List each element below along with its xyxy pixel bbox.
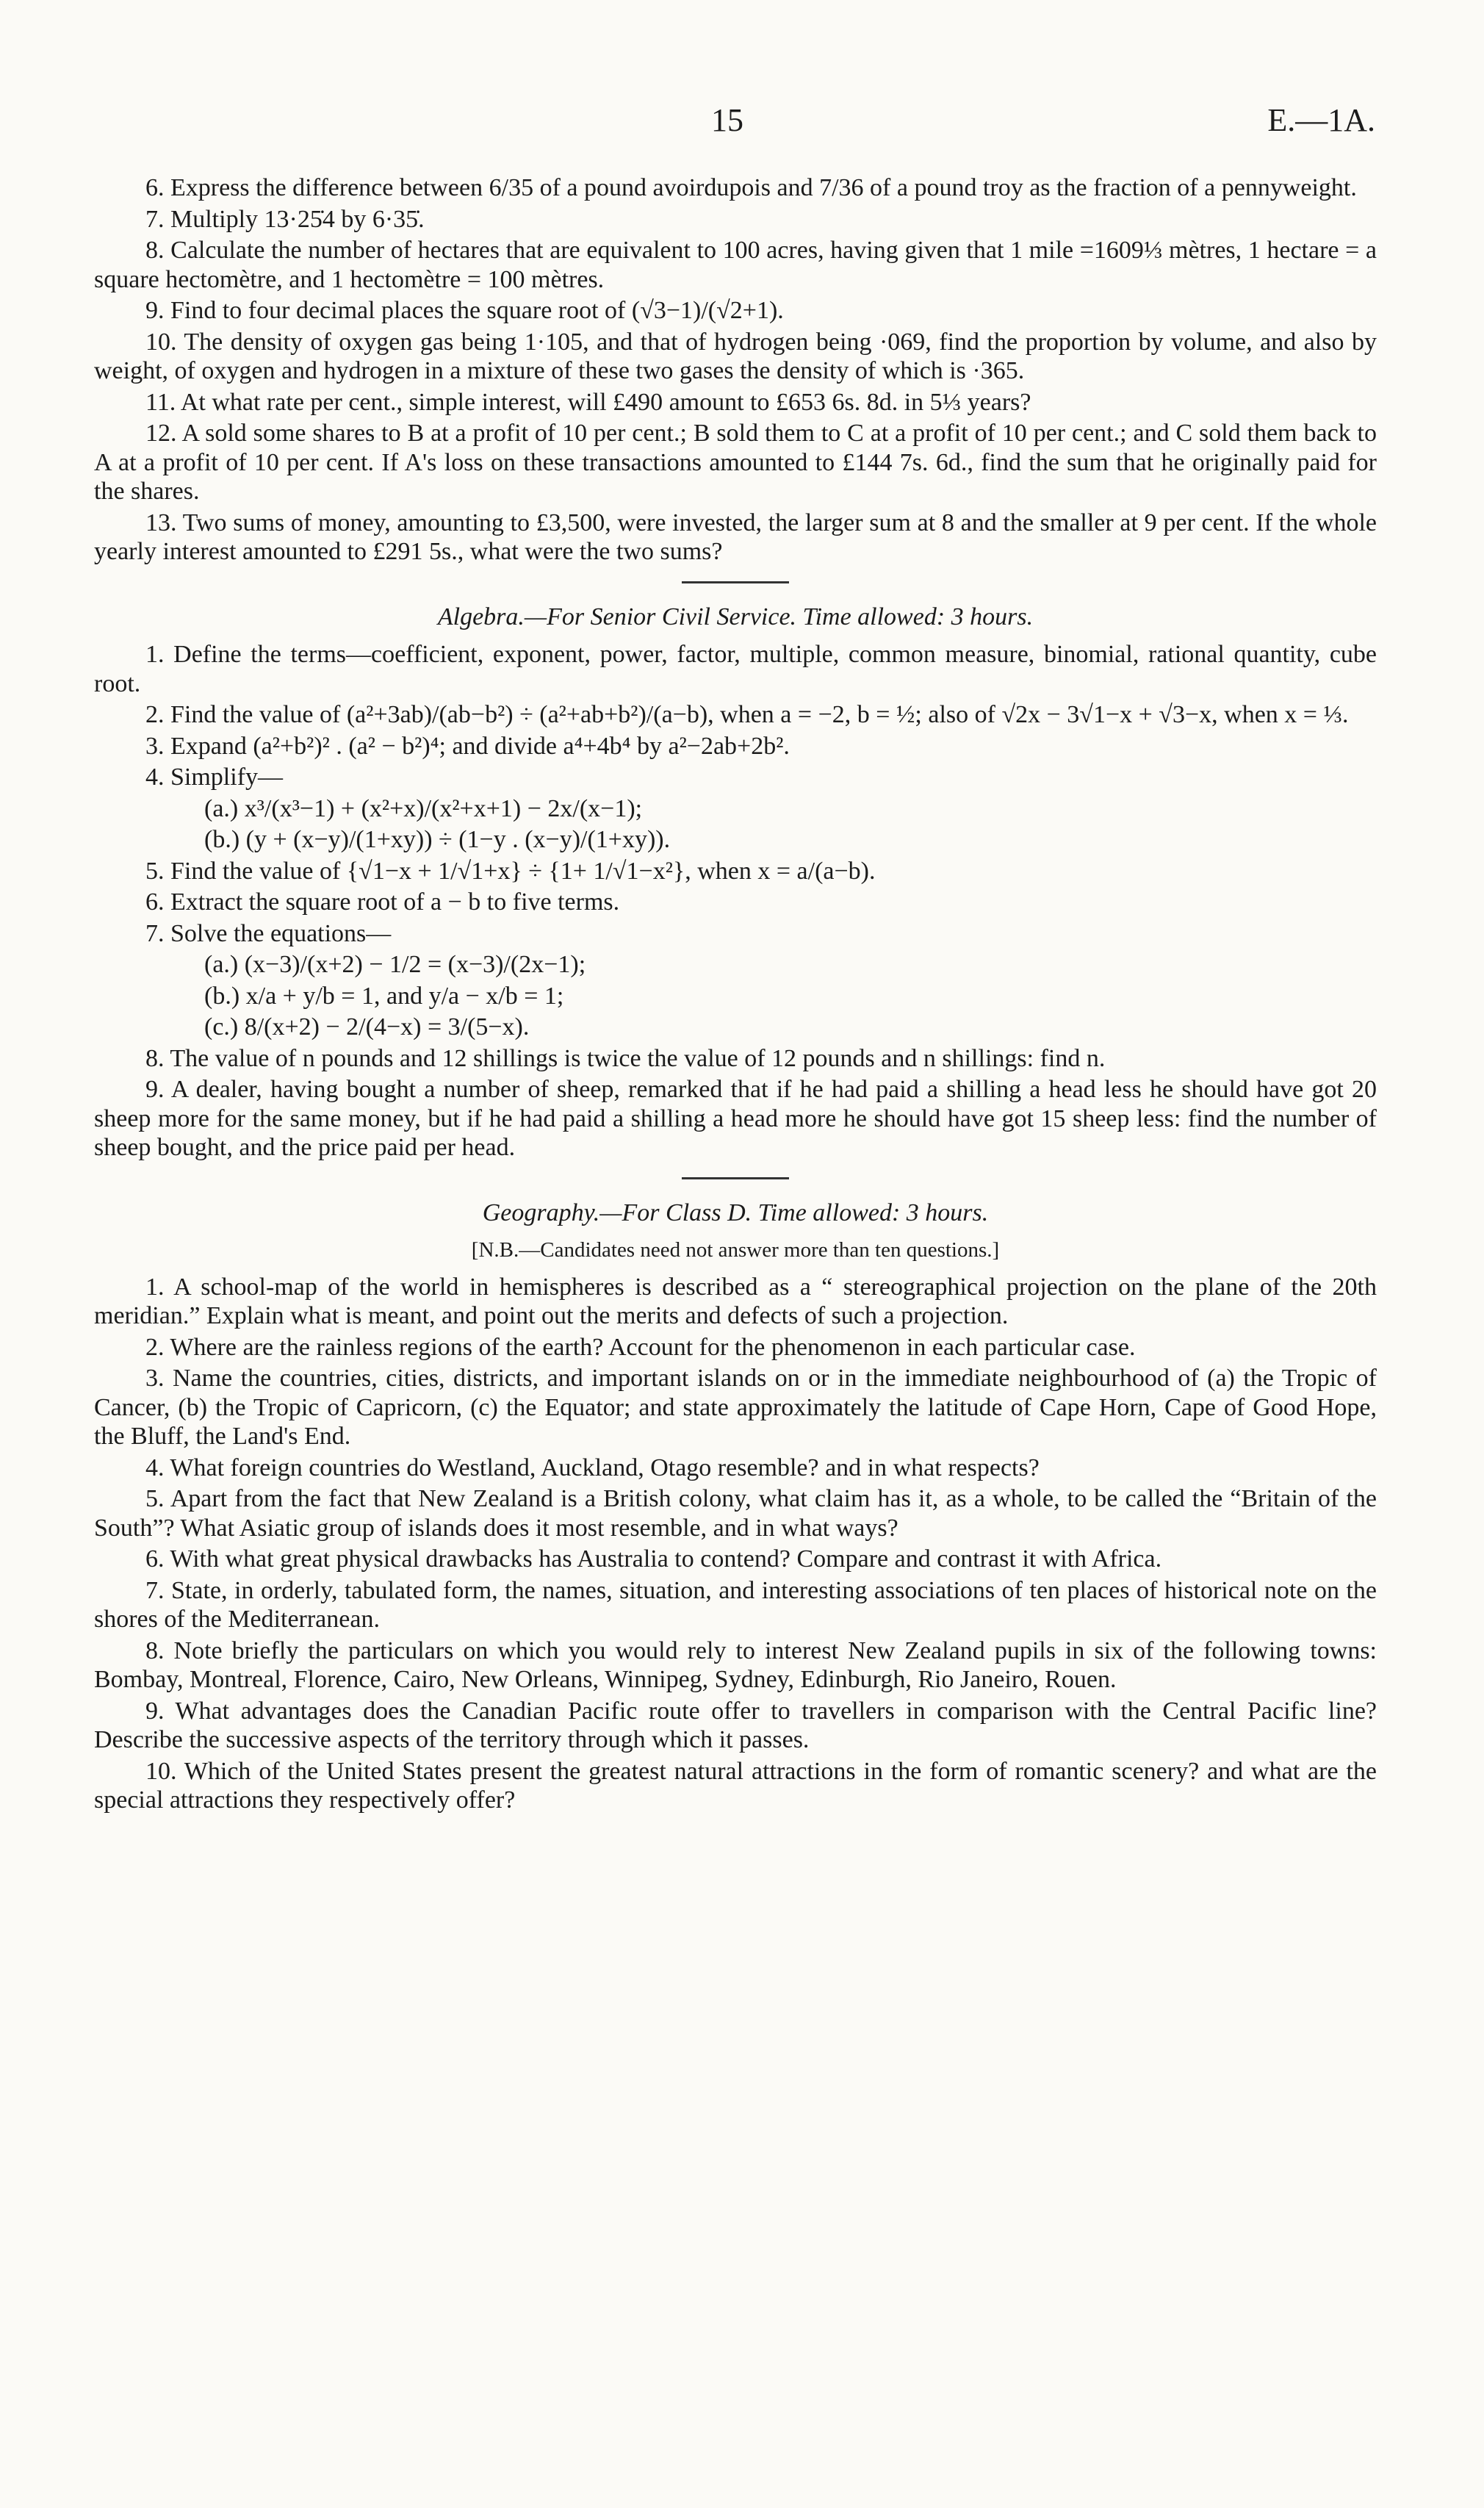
geography-question-1: 1. A school-map of the world in hemispheres is described as a “ stereographical projection on the plane of the 20th meridian.” Explain what is meant, and point out the merits and defects of such a projection. [94,1273,1377,1329]
algebra-question-5: 5. Find the value of {√1−x + 1/√1+x} ÷ {1+ 1/√1−x²}, when x = a/(a−b). [145,857,876,885]
geography-note: [N.B.—Candidates need not answer more than ten questions.] [471,1238,1000,1262]
algebra-question-4b: (b.) (y + (x−y)/(1+xy)) ÷ (1−y . (x−y)/(1+xy)). [204,826,671,853]
geography-section-title: Geography.—For Class D. Time allowed: 3 hours. [482,1199,989,1226]
geography-question-2: 2. Where are the rainless regions of the earth? Account for the phenomenon in each particular case. [145,1333,1136,1361]
algebra-question-1: 1. Define the terms—coefficient, exponent, power, factor, multiple, common measure, binomial, rational quantity, cube root. [94,641,1377,697]
arithmetic-question-9: 9. Find to four decimal places the square root of (√3−1)/(√2+1). [145,297,784,324]
arithmetic-question-6: 6. Express the difference between 6/35 of a pound avoirdupois and 7/36 of a pound troy as the fraction of a pennyweight. [145,174,1357,201]
document-reference: E.—1A. [1267,102,1375,138]
geography-question-7: 7. State, in orderly, tabulated form, the names, situation, and interesting associations of ten places of historical note on the shores of the Mediterranean. [94,1576,1377,1633]
algebra-question-6: 6. Extract the square root of a − b to five terms. [145,888,620,916]
arithmetic-question-13: 13. Two sums of money, amounting to £3,500, were invested, the larger sum at 8 and the smaller at 9 per cent. If the whole yearly interest amounted to £291 5s., what were the two sums? [94,509,1377,565]
geography-question-8: 8. Note briefly the particulars on which you would rely to interest New Zealand pupils in six of the following towns: Bombay, Montreal, Florence, Cairo, New Orleans, Winnipeg, Sydney, Edinburgh, Rio Janeiro, Rouen. [94,1636,1377,1693]
section-divider [682,1177,789,1179]
section-divider [682,581,789,583]
geography-question-3: 3. Name the countries, cities, districts, and important islands on or in the immediate neighbourhood of (a) the Tropic of Cancer, (b) the Tropic of Capricorn, (c) the Equator; and state approximately the latitude of Cape Horn, Cape of Good Hope, the Bluff, the Land's End. [94,1365,1377,1450]
algebra-question-4: 4. Simplify— [145,763,284,791]
algebra-question-7a: (a.) (x−3)/(x+2) − 1/2 = (x−3)/(2x−1); [204,951,586,978]
algebra-question-2: 2. Find the value of (a²+3ab)/(ab−b²) ÷ (a²+ab+b²)/(a−b), when a = −2, b = ½; also of √2x − 3√1−x + √3−x, when x = ⅓. [145,701,1349,728]
geography-question-5: 5. Apart from the fact that New Zealand is a British colony, what claim has it, as a whole, to be called the “Britain of the South”? What Asiatic group of islands does it most resemble, and in what ways? [94,1485,1377,1542]
arithmetic-question-12: 12. A sold some shares to B at a profit of 10 per cent.; B sold them to C at a profit of 10 per cent.; and C sold them back to A at a profit of 10 per cent. If A's loss on these transactions amounted to £144 7s. 6d., find the sum that he originally paid for the shares. [94,420,1377,505]
geography-question-4: 4. What foreign countries do Westland, Auckland, Otago resemble? and in what respects? [145,1454,1040,1481]
page-number: 15 [711,102,743,138]
algebra-question-4a: (a.) x³/(x³−1) + (x²+x)/(x²+x+1) − 2x/(x−1); [204,794,643,822]
arithmetic-question-8: 8. Calculate the number of hectares that are equivalent to 100 acres, having given that 1 mile =1609⅓ mètres, 1 hectare = a square hectomètre, and 1 hectomètre = 100 mètres. [94,237,1377,293]
page-body [94,173,1377,1817]
arithmetic-question-11: 11. At what rate per cent., simple interest, will £490 amount to £653 6s. 8d. in 5⅓ years? [145,388,1031,416]
algebra-question-9: 9. A dealer, having bought a number of sheep, remarked that if he had paid a shilling a head less he should have got 20 sheep more for the same money, but if he had paid a shilling a head more he should have got 15 sheep less: find the number of sheep bought, and the price paid per head. [94,1076,1377,1161]
geography-question-10: 10. Which of the United States present the greatest natural attractions in the form of romantic scenery? and what are the special attractions they respectively offer? [94,1757,1377,1814]
algebra-question-7b: (b.) x/a + y/b = 1, and y/a − x/b = 1; [204,982,564,1010]
algebra-question-7c: (c.) 8/(x+2) − 2/(4−x) = 3/(5−x). [204,1013,530,1041]
algebra-question-8: 8. The value of n pounds and 12 shillings is twice the value of 12 pounds and n shillings: find n. [145,1044,1106,1072]
geography-question-6: 6. With what great physical drawbacks has Australia to contend? Compare and contrast it with Africa. [145,1545,1162,1573]
arithmetic-question-10: 10. The density of oxygen gas being 1·105, and that of hydrogen being ·069, find the proportion by volume, and also by weight, of oxygen and hydrogen in a mixture of these two gases the density of which is ·365. [94,328,1377,384]
algebra-question-7: 7. Solve the equations— [145,919,392,947]
geography-question-9: 9. What advantages does the Canadian Pacific route offer to travellers in comparison with the Central Pacific line? Describe the successive aspects of the territory through which it passes. [94,1697,1377,1753]
arithmetic-question-7: 7. Multiply 13·25̇4 by 6·35̇. [145,205,425,233]
algebra-section-title: Algebra.—For Senior Civil Service. Time allowed: 3 hours. [437,603,1034,630]
algebra-question-3: 3. Expand (a²+b²)² . (a² − b²)⁴; and divide a⁴+4b⁴ by a²−2ab+2b². [145,732,790,760]
